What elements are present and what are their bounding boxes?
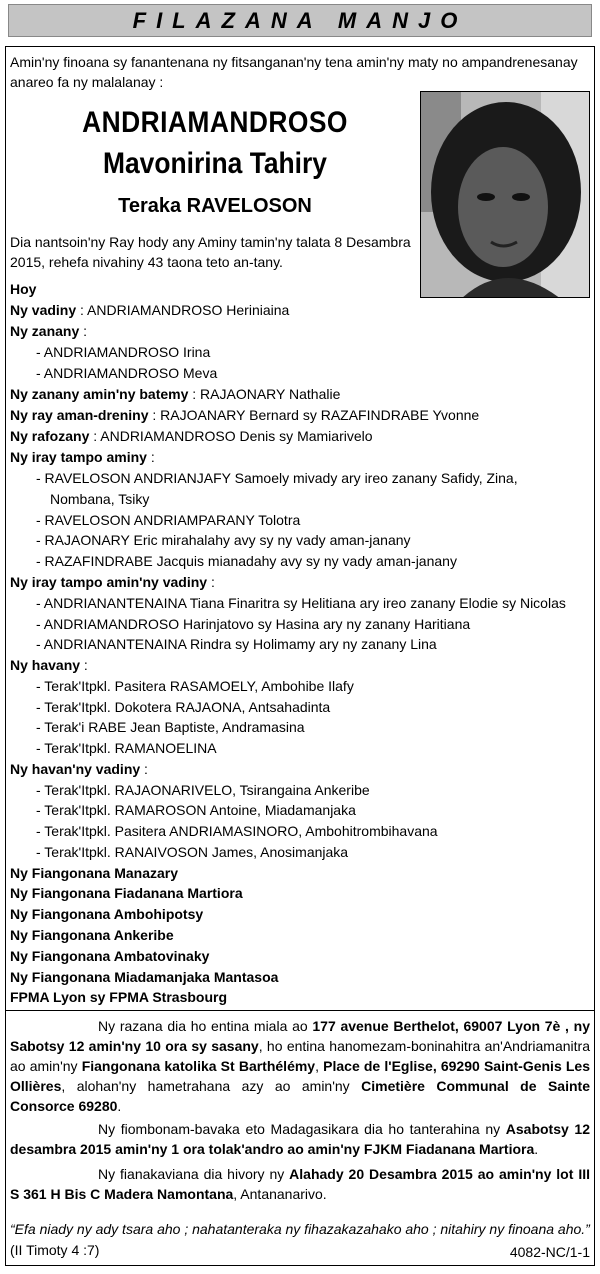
inlaw-child-value: : RAJAONARY Nathalie — [188, 386, 341, 402]
church-item: FPMA Lyon sy FPMA Strasbourg — [10, 989, 228, 1005]
grandchild-value: : ANDRIAMANDROSO Denis sy Mamiarivelo — [89, 428, 373, 444]
relatives-line: Ny havany : — [10, 657, 88, 673]
list-item: - RAZAFINDRABE Jacquis mianadahy avy sy ny vady aman-janany — [36, 553, 457, 569]
notice-reference: 4082-NC/1-1 — [509, 1244, 590, 1260]
deceased-birth-name: Teraka RAVELOSON — [118, 195, 312, 217]
spouse-relatives-line: Ny havan'ny vadiny : — [10, 761, 148, 777]
hoy-label: Hoy — [10, 281, 37, 297]
spouse-value: : ANDRIAMANDROSO Heriniaina — [76, 302, 290, 318]
children-label: Ny zanany — [10, 323, 80, 339]
church-item: Ny Fiangonana Ambatovinaky — [10, 948, 210, 964]
list-item: - ANDRIAMANDROSO Harinjatovo sy Hasina ary ny zanany Haritiana — [36, 616, 471, 632]
list-item: - Terak'Itpkl. Dokotera RAJAONA, Antsahadinta — [36, 699, 331, 715]
list-item: - Terak'Itpkl. RANAIVOSON James, Anosimanjaka — [36, 844, 349, 860]
ceremony-lyon: Ny razana dia ho entina miala ao 177 avenue Berthelot, 69007 Lyon 7è , ny Sabotsy 12 amin'ny 10 ora sy sasany, ho entina hanomezam-boninahitra an'Andriamanitra ao amin'ny Fiangonana katolika St Barthélémy, Place de l'Eglise, 69290 Saint-Genis Les Ollières, alohan'ny hametrahana azy ao amin'ny Cimetière Communal de Sainte Consorce 69280. — [10, 1018, 591, 1114]
list-item: - Terak'i RABE Jean Baptiste, Andramasina — [36, 719, 305, 735]
spouse-siblings-label: Ny iray tampo amin'ny vadiny — [10, 574, 208, 590]
list-item: - RAVELOSON ANDRIAMPARANY Tolotra — [36, 512, 301, 528]
deceased-photo — [420, 91, 590, 298]
church-item: Ny Fiangonana Fiadanana Martiora — [10, 885, 243, 901]
church-item: Ny Fiangonana Ambohipotsy — [10, 906, 204, 922]
notice-title: FILAZANA MANJO — [132, 8, 468, 33]
intro-text: Amin'ny finoana sy fanantenana ny fitsanganan'ny tena amin'ny maty no ampandrenesanay — [10, 54, 578, 70]
siblings-label: Ny iray tampo aminy — [10, 449, 147, 465]
parents-value: : RAJOANARY Bernard sy RAZAFINDRABE Yvonne — [148, 407, 480, 423]
list-item: - Terak'Itpkl. Pasitera ANDRIAMASINORO, Ambohitrombihavana — [36, 823, 438, 839]
bible-quote: “Efa niady ny ady tsara aho ; nahatanteraka ny fihazakazahako aho ; nitahiry ny finoana aho.” — [10, 1221, 590, 1237]
intro-text-2: anareo fa ny malalanay : — [10, 74, 164, 90]
list-item: - ANDRIANANTENAINA Tiana Finaritra sy Helitiana ary ireo zanany Elodie sy Nicolas — [36, 595, 566, 611]
church-item: Ny Fiangonana Manazary — [10, 865, 179, 881]
deceased-given-name: Mavonirina Tahiry — [103, 147, 327, 180]
grandchild-line — [10, 426, 373, 446]
inlaw-child-line — [10, 384, 340, 404]
death-announcement-1: Dia nantsoin'ny Ray hody any Aminy tamin'ny talata 8 Desambra — [10, 234, 411, 250]
list-item: - Terak'Itpkl. RAJAONARIVELO, Tsirangaina Ankeribe — [36, 782, 370, 798]
bible-verse-ref: (II Timoty 4 :7) — [10, 1242, 100, 1258]
family-gathering: Ny fianakaviana dia hivory ny Alahady 20 Desambra 2015 ao amin'ny lot III S 361 H Bis C Madera Namontana, Antananarivo. — [10, 1166, 590, 1202]
death-announcement-2: 2015, rehefa nivahiny 43 taona teto an-tany. — [10, 254, 283, 270]
divider — [5, 1010, 595, 1011]
deceased-surname: ANDRIAMANDROSO — [82, 106, 348, 139]
list-item: - Terak'Itpkl. RAMANOELINA — [36, 740, 217, 756]
church-item: Ny Fiangonana Ankeribe — [10, 927, 174, 943]
list-item: - Terak'Itpkl. Pasitera RASAMOELY, Ambohibe Ilafy — [36, 678, 354, 694]
list-item: - ANDRIAMANDROSO Irina — [36, 344, 211, 360]
siblings-line: Ny iray tampo aminy : — [10, 449, 155, 465]
list-item: - RAJAONARY Eric mirahalahy avy sy ny vady aman-janany — [36, 532, 411, 548]
spouse-line — [10, 300, 289, 320]
church-item: Ny Fiangonana Miadamanjaka Mantasoa — [10, 969, 279, 985]
portrait-image — [421, 92, 590, 298]
notice-header — [8, 4, 592, 37]
spouse-label: Ny vadiny — [10, 302, 77, 318]
parents-label: Ny ray aman-dreniny — [10, 407, 149, 423]
list-item: - ANDRIAMANDROSO Meva — [36, 365, 218, 381]
spouse-relatives-label: Ny havan'ny vadiny — [10, 761, 141, 777]
ceremony-madagascar: Ny fiombonam-bavaka eto Madagasikara dia ho tanterahina ny Asabotsy 12 desambra 2015 amin'ny 1 ora tolak'andro ao amin'ny FJKM Fiadanana Martiora. — [10, 1121, 590, 1157]
inlaw-child-label: Ny zanany amin'ny batemy — [10, 386, 189, 402]
list-item: Nombana, Tsiky — [50, 491, 150, 507]
grandchild-label: Ny rafozany — [10, 428, 90, 444]
parents-line — [10, 405, 479, 425]
relatives-label: Ny havany — [10, 657, 81, 673]
list-item: - ANDRIANANTENAINA Rindra sy Holimamy ary ny zanany Lina — [36, 636, 437, 652]
children-line: Ny zanany : — [10, 323, 88, 339]
spouse-siblings-line: Ny iray tampo amin'ny vadiny : — [10, 574, 215, 590]
list-item: - RAVELOSON ANDRIANJAFY Samoely mivady ary ireo zanany Safidy, Zina, — [36, 470, 518, 486]
list-item: - Terak'Itpkl. RAMAROSON Antoine, Miadamanjaka — [36, 802, 356, 818]
